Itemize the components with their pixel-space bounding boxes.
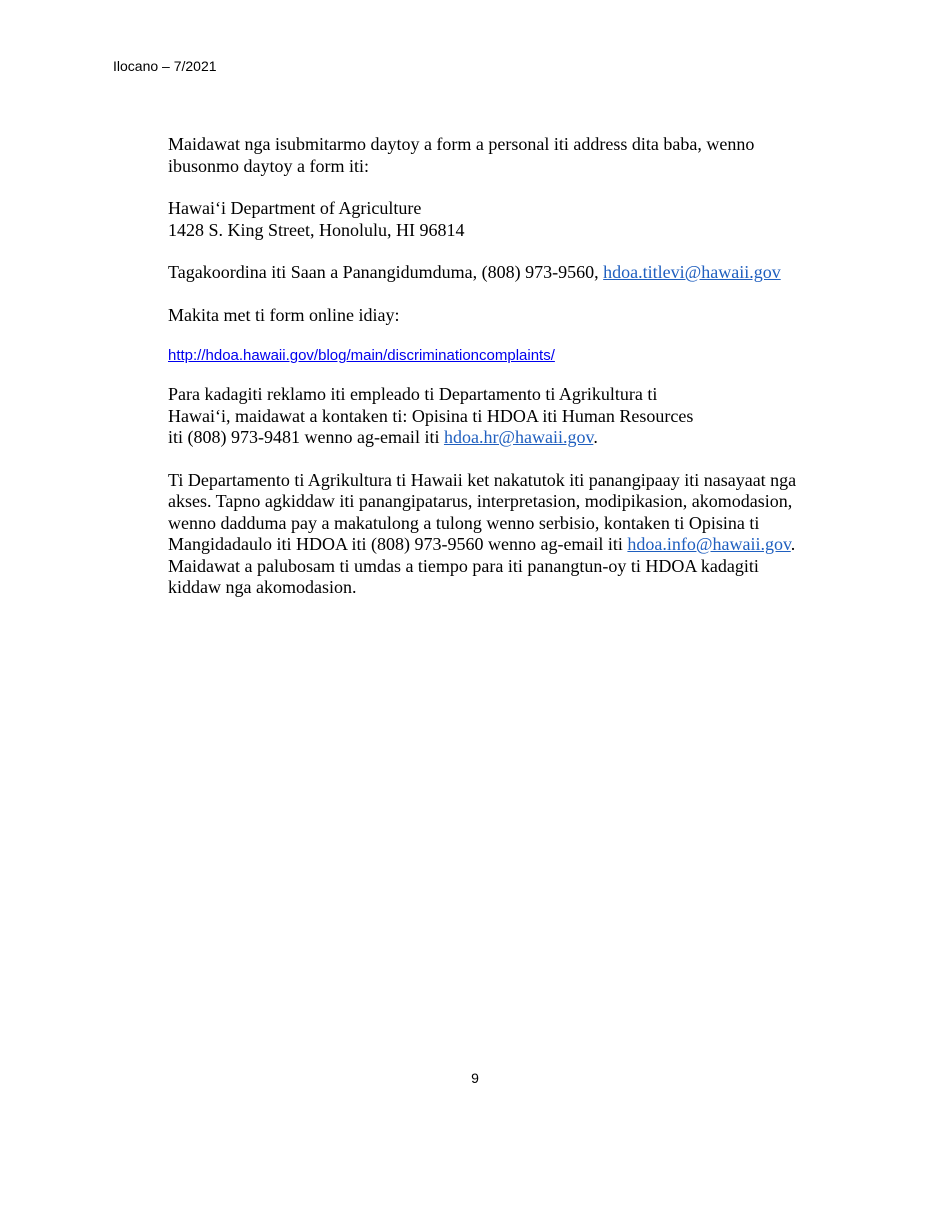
intro-line-1: Maidawat nga isubmitarmo daytoy a form a personal iti address dita baba, wenno xyxy=(168,134,755,154)
online-form-url-link[interactable]: http://hdoa.hawaii.gov/blog/main/discriminationcomplaints/ xyxy=(168,347,555,364)
address-organization: Hawai‘i Department of Agriculture xyxy=(168,198,422,218)
access-line-2: akses. Tapno agkiddaw iti panangipatarus, interpretasion, modipikasion, akomodasion, xyxy=(168,491,793,511)
access-line-6: kiddaw nga akomodasion. xyxy=(168,577,357,597)
access-line-1: Ti Departamento ti Agrikultura ti Hawaii ket nakatutok iti panangipaay iti nasayaat nga xyxy=(168,469,797,490)
address-block xyxy=(168,198,838,241)
employee-line-3-text: iti (808) 973-9481 wenno ag-email iti xyxy=(168,427,444,447)
coordinator-text: Tagakoordina iti Saan a Panangidumduma, (808) 973-9560, xyxy=(168,262,604,282)
coordinator-line xyxy=(168,262,838,284)
online-form-text: Makita met ti form online idiay: xyxy=(168,304,400,325)
online-form-url-paragraph xyxy=(168,346,838,366)
employee-complaint-paragraph xyxy=(168,384,838,449)
employee-line-3-end: . xyxy=(593,427,598,447)
document-body xyxy=(168,134,838,599)
access-line-5: Maidawat a palubosam ti umdas a tiempo para iti panangtun-oy ti HDOA kadagiti xyxy=(168,555,759,576)
access-paragraph xyxy=(168,470,838,599)
access-line-4-text: Mangidadaulo iti HDOA iti (808) 973-9560 wenno ag-email iti xyxy=(168,534,628,554)
access-line-4-end: . xyxy=(790,534,796,554)
employee-line-3 xyxy=(168,427,838,449)
intro-paragraph xyxy=(168,134,838,177)
info-email-link[interactable]: hdoa.info@hawaii.gov xyxy=(627,534,791,554)
page-number: 9 xyxy=(471,1070,479,1086)
access-line-4 xyxy=(168,534,838,556)
hr-email-link[interactable]: hdoa.hr@hawaii.gov xyxy=(443,427,594,447)
address-street: 1428 S. King Street, Honolulu, HI 96814 xyxy=(168,219,465,240)
access-line-3: wenno dadduma pay a makatulong a tulong wenno serbisio, kontaken ti Opisina ti xyxy=(168,512,760,533)
online-form-paragraph xyxy=(168,305,838,327)
coordinator-paragraph xyxy=(168,262,838,284)
intro-line-2: ibusonmo daytoy a form iti: xyxy=(168,155,369,176)
employee-line-1: Para kadagiti reklamo iti empleado ti Departamento ti Agrikultura ti xyxy=(168,384,658,404)
employee-line-2: Hawai‘i, maidawat a kontaken ti: Opisina ti HDOA iti Human Resources xyxy=(168,405,694,426)
document-language-date: Ilocano – 7/2021 xyxy=(113,58,217,74)
coordinator-email-link[interactable]: hdoa.titlevi@hawaii.gov xyxy=(603,262,781,282)
